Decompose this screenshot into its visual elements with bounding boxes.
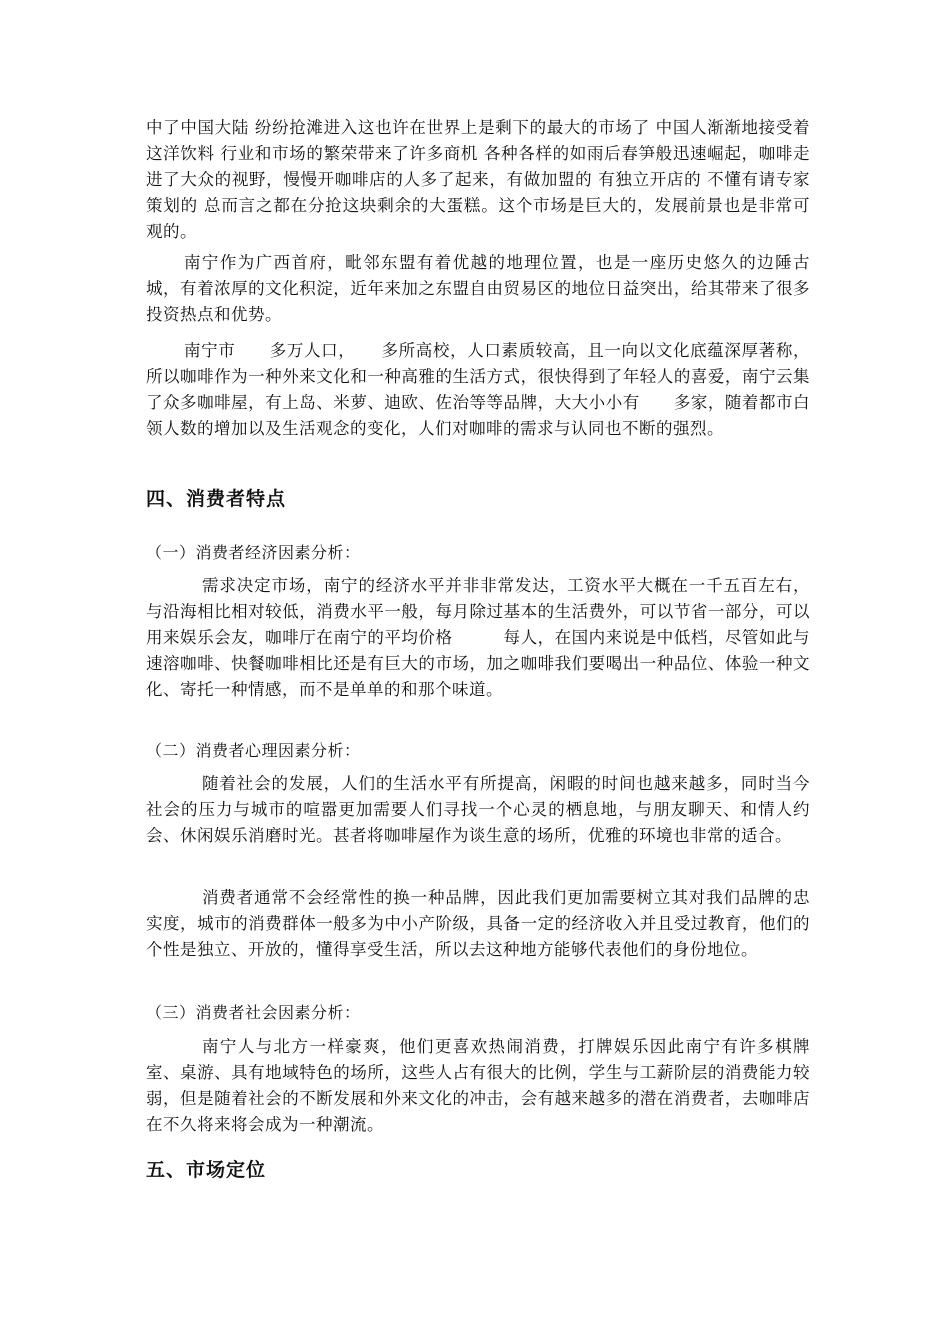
paragraph-psychological-factors-1: 随着社会的发展，人们的生活水平有所提高，闲暇的时间也越来越多，同时当今社会的压力与城市的喧嚣更加需要人们寻找一个心灵的栖息地，与朋友聊天、和情人约会、休闲娱乐消磨时光。甚者将咖啡屋作为谈生意的场所，优雅的环境也非常的适合。	[146, 774, 810, 845]
paragraph-nanning-population: 南宁市 多万人口， 多所高校，人口素质较高，且一向以文化底蕴深厚著称，所以咖啡作为一种外来文化和一种高雅的生活方式，很快得到了年轻人的喜爱，南宁云集了众多咖啡屋，有上岛、米萝、迪欧、佐治等等品牌，大大小小有 多家，随着都市白领人数的增加以及生活观念的变化，人们对咖啡的需求与认同也不断的强烈。	[146, 341, 810, 438]
paragraph-nanning-location: 南宁作为广西首府，毗邻东盟有着优越的地理位置，也是一座历史悠久的边陲古城，有着浓厚的文化积淀，近年来加之东盟自由贸易区的地位日益突出，给其带来了很多投资热点和优势。	[146, 253, 810, 324]
paragraph-social-factors: 南宁人与北方一样豪爽，他们更喜欢热闹消费，打牌娱乐因此南宁有许多棋牌室、桌游、具有地域特色的场所，这些人占有很大的比例，学生与工薪阶层的消费能力较弱，但是随着社会的不断发展和外来文化的冲击，会有越来越多的潜在消费者，去咖啡店在不久将来将会成为一种潮流。	[146, 1037, 810, 1134]
subheading-economic-factors: （一）消费者经济因素分析：	[146, 543, 361, 562]
subheading-psychological-factors: （二）消费者心理因素分析：	[146, 741, 361, 760]
paragraph-market-overview: 中了中国大陆 纷纷抢滩进入这也许在世界上是剩下的最大的市场了 中国人渐渐地接受着这洋饮料 行业和市场的繁荣带来了许多商机 各种各样的如雨后春笋般迅速崛起，咖啡走进了大众的视野，慢慢开咖啡店的人多了起来，有做加盟的 有独立开店的 不懂有请专家策划的 总而言之都在分抢这块剩余的大蛋糕。这个市场是巨大的，发展前景也是非常可观的。	[146, 118, 810, 241]
paragraph-economic-factors: 需求决定市场，南宁的经济水平并非非常发达，工资水平大概在一千五百左右，与沿海相比相对较低，消费水平一般，每月除过基本的生活费外，可以节省一部分，可以用来娱乐会友，咖啡厅在南宁的平均价格 每人，在国内来说是中低档，尽管如此与速溶咖啡、快餐咖啡相比还是有巨大的市场，加之咖啡我们要喝出一种品位、体验一种文化、寄托一种情感，而不是单单的和那个味道。	[146, 576, 810, 699]
section-heading-market-positioning: 五、市场定位	[146, 1159, 267, 1181]
subheading-social-factors: （三）消费者社会因素分析：	[146, 1003, 361, 1022]
paragraph-psychological-factors-2: 消费者通常不会经常性的换一种品牌，因此我们更加需要树立其对我们品牌的忠实度，城市的消费群体一般多为中小产阶级，具备一定的经济收入并且受过教育，他们的个性是独立、开放的，懂得享受生活，所以去这种地方能够代表他们的身份地位。	[146, 888, 810, 959]
section-heading-consumer-characteristics: 四、消费者特点	[146, 488, 287, 510]
